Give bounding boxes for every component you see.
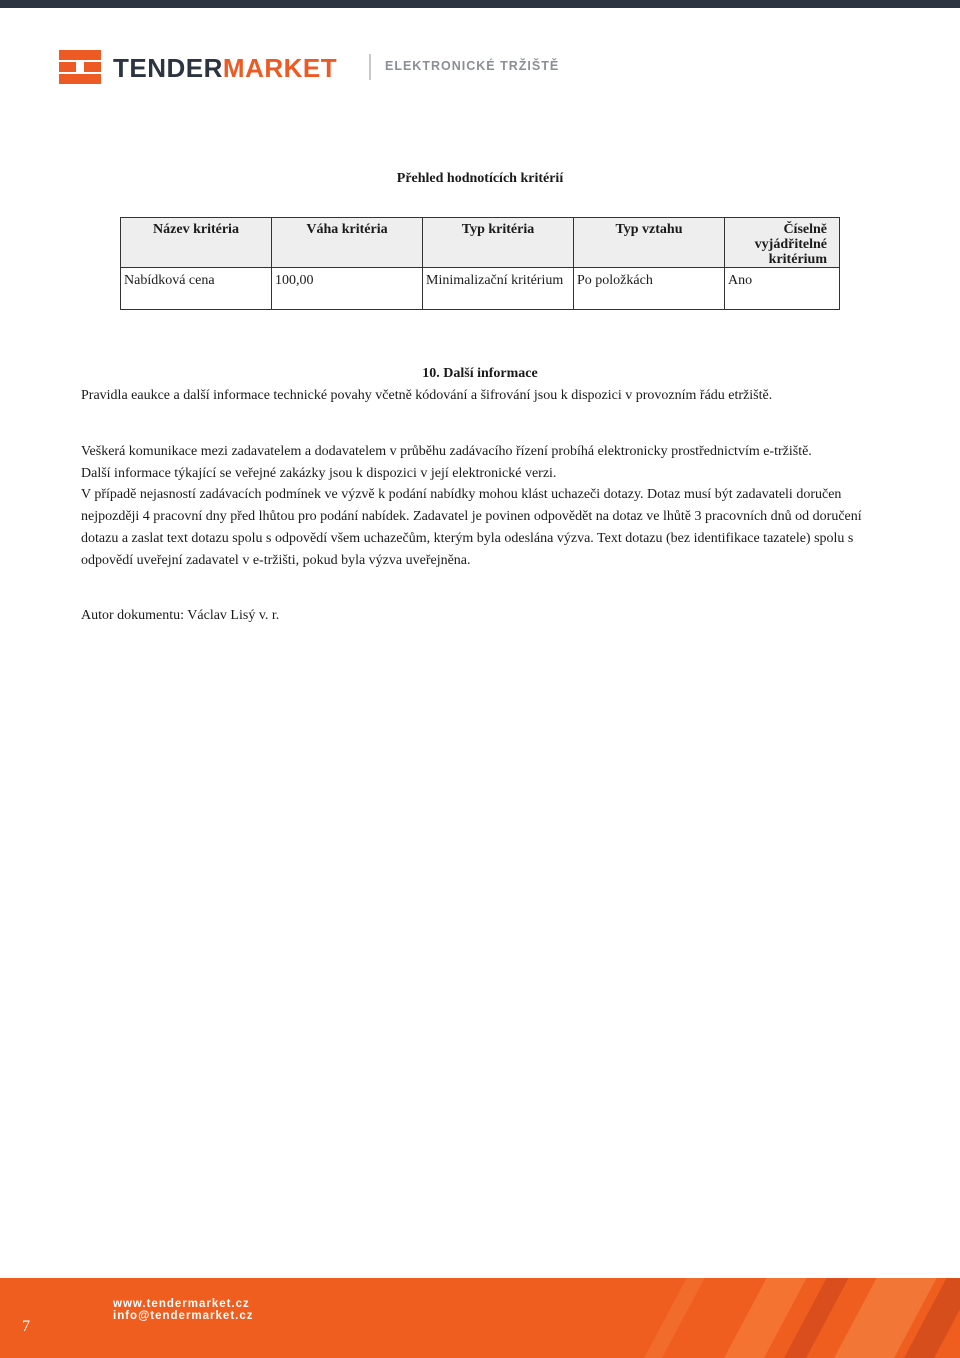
header-name: Název kritéria (121, 218, 272, 268)
cell-name: Nabídková cena (121, 268, 272, 310)
document-author: Autor dokumentu: Václav Lisý v. r. (81, 608, 280, 623)
footer-email-link[interactable]: info@tendermarket.cz (113, 1310, 254, 1322)
brand-tagline: ELEKTRONICKÉ TRŽIŠTĚ (385, 59, 560, 73)
paragraph-communication: Veškerá komunikace mezi zadavatelem a dodavatelem v průběhu zadávacího řízení probíhá elektronicky prostřednictvím e-tržiště. (81, 444, 812, 459)
header-relation: Typ vztahu (574, 218, 725, 268)
section-heading: 10. Další informace (422, 366, 538, 381)
tendermarket-logo (59, 50, 619, 86)
paragraph-eaukce: Pravidla eaukce a další informace technické povahy včetně kódování a šifrování jsou k dispozici v provozním řádu etržiště. (81, 388, 773, 403)
table-header-row (121, 218, 840, 268)
cell-weight: 100,00 (272, 268, 423, 310)
cell-numeric: Ano (725, 268, 840, 310)
table-row (121, 268, 840, 310)
top-bar (0, 0, 960, 8)
paragraph-questions: V případě nejasností zadávacích podmínek ve výzvě k podání nabídky mohou klást uchazeči dotazy. Dotaz musí být zadavateli doručen nejpozději 4 pracovní dny před lhůtou pro podání nabídek. Zadavatel je povinen odpovědět na dotaz ve lhůtě 3 pracovních dnů od doručení dotazu a zaslat text dotazu spolu s odpovědí všem uchazečům, kterým byla odeslána výzva. Text dotazu (bez identifikace tazatele) spolu s odpovědí uveřejní zadavatel v e-tržišti, pokud byla výzva uveřejněna. (81, 487, 862, 568)
paragraph-further-info: Další informace týkající se veřejné zakázky jsou k dispozici v její elektronické verzi. (81, 466, 557, 481)
brand-name: TENDERMARKET (113, 53, 338, 83)
table-title: Přehled hodnotících kritérií (396, 171, 564, 186)
criteria-table (120, 217, 840, 310)
footer-website-link[interactable]: www.tendermarket.cz (113, 1298, 250, 1310)
header-weight: Váha kritéria (272, 218, 423, 268)
cell-relation: Po položkách (574, 268, 725, 310)
logo-divider (369, 54, 371, 80)
header-numeric: Číselně vyjádřitelné kritérium (725, 218, 840, 268)
logo-mark-icon (59, 50, 101, 84)
header-type: Typ kritéria (423, 218, 574, 268)
cell-type: Minimalizační kritérium (423, 268, 574, 310)
page-number: 7 (22, 1318, 30, 1335)
